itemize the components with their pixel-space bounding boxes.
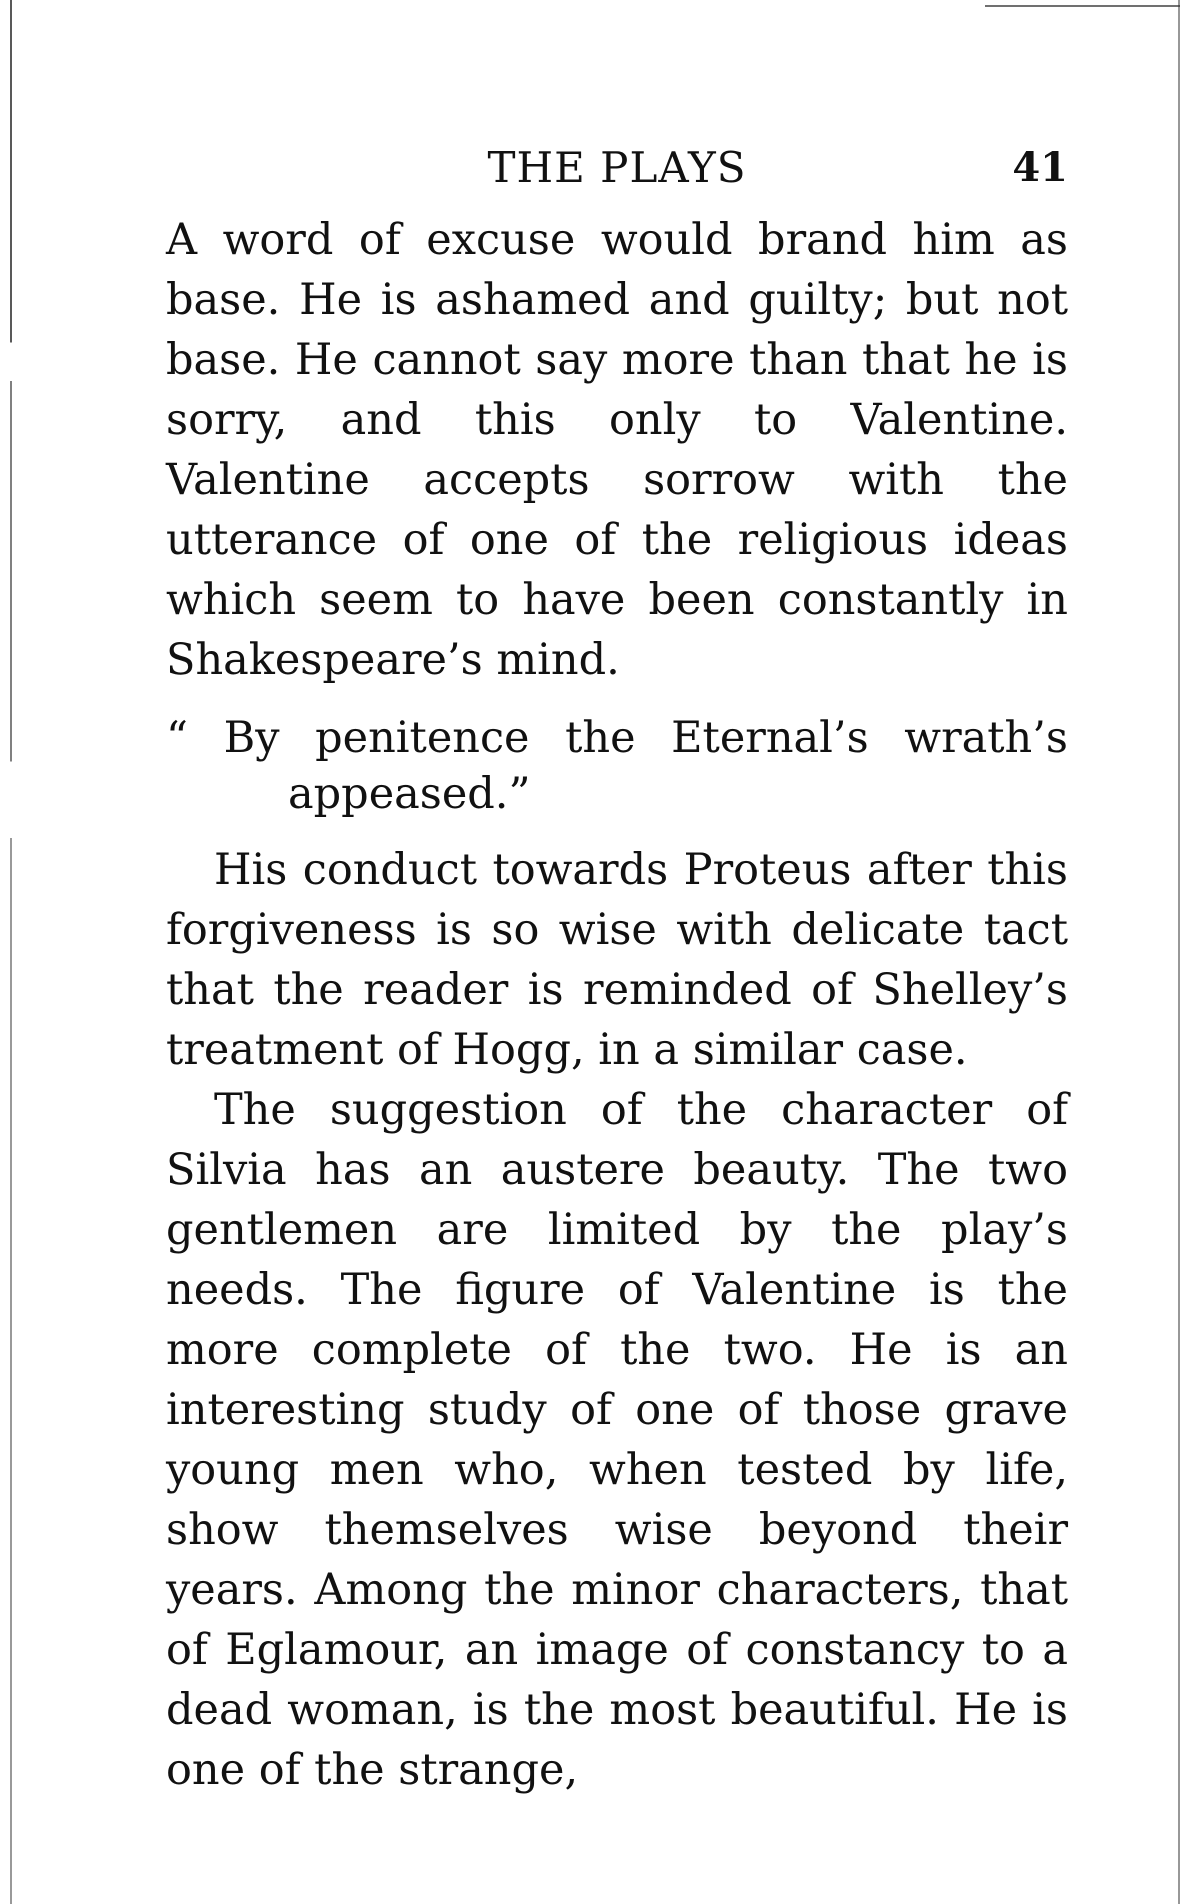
scan-edge-left <box>10 0 12 1904</box>
scan-edge-top <box>985 5 1180 7</box>
scan-edge-right <box>1178 0 1180 1904</box>
running-head: THE PLAYS <box>487 143 747 192</box>
page-header <box>166 130 1068 210</box>
paragraph-1: A word of excuse would brand him as base. He is ashamed and guilty; but not base. He cannot say more than that he is sorry, and this only to Valentine. Valentine accepts sorrow with the utterance of one of the religious ideas which seem to have been constantly in Shakespeare’s mind. <box>166 215 1068 685</box>
quotation: “ By penitence the Eternal’s wrath’s appeased.” <box>166 713 1068 819</box>
paragraph-3: The suggestion of the character of Silvia has an austere beauty. The two gentlemen are limited by the play’s needs. The figure of Valentine is the more complete of the two. He is an interesting study of one of those grave young men who, when tested by life, show themselves wise beyond their years. Among the minor characters, that of Eglamour, an image of constancy to a dead woman, is the most beautiful. He is one of the strange, <box>166 1085 1068 1795</box>
page-number: 41 <box>1012 144 1068 191</box>
book-page <box>166 130 1068 1800</box>
paragraph-2: His conduct towards Proteus after this forgiveness is so wise with delicate tact that the reader is reminded of Shelley’s treatment of Hogg, in a similar case. <box>166 845 1068 1075</box>
